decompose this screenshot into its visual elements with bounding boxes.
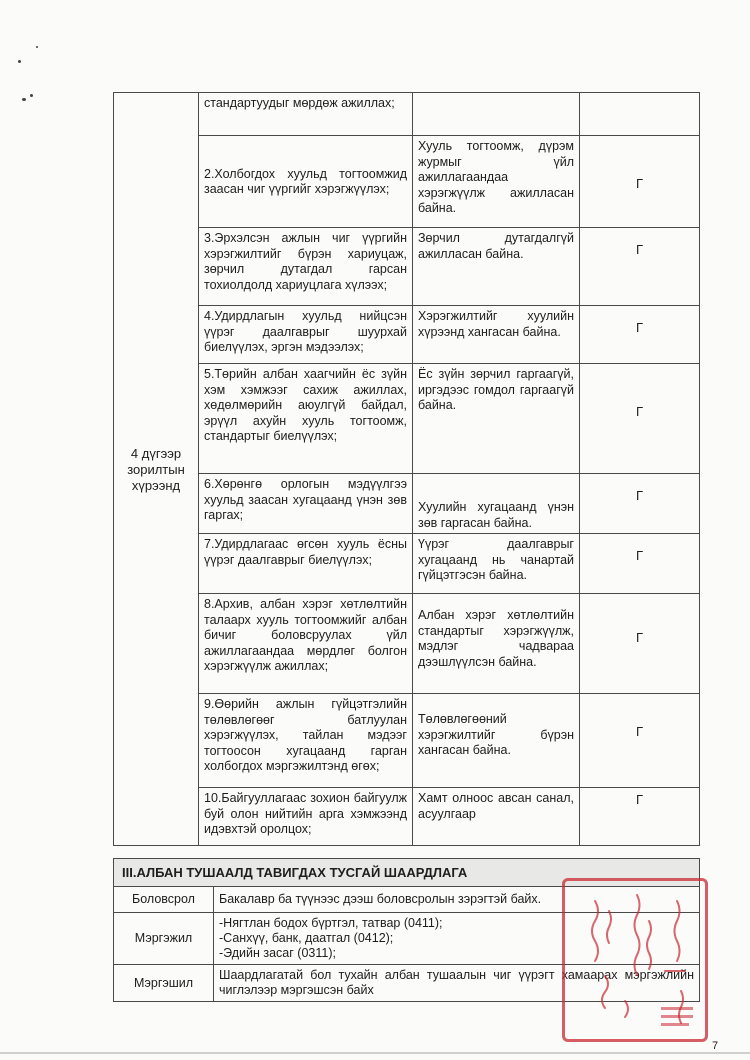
task-cell: 7.Удирдлагаас өгсөн хууль ёсны үүрэг даалгаврыг биелүүлэх; xyxy=(199,534,413,594)
requirement-label: Мэргэшил xyxy=(114,965,214,1002)
table-row xyxy=(114,694,700,788)
table-row xyxy=(114,136,700,228)
grade-cell: Г xyxy=(580,534,700,594)
task-cell: 4.Удирдлагын хуульд нийцсэн үүрэг даалгаврыг шуурхай биелүүлэх, эргэн мэдээлэх; xyxy=(199,306,413,364)
table-row xyxy=(114,534,700,594)
task-cell: 3.Эрхэлсэн ажлын чиг үүргийн хэрэгжилтийг бүрэн хариуцаж, зөрчил дутагдал гарсан тохиолдолд хариуцлага хүлээх; xyxy=(199,228,413,306)
requirement-value: Бакалавр ба түүнээс дээш боловсролын зэрэгтэй байх. xyxy=(214,887,700,913)
requirement-value: Шаардлагатай бол тухайн албан тушаалын чиг үүрэгт хамаарах мэргэжлийн чиглэлээр мэргэшсэн байх xyxy=(214,965,700,1002)
result-cell: Хуулийн хугацаанд үнэн зөв гаргасан байна. xyxy=(413,474,580,534)
result-cell: Хамт олноос авсан санал, асуулгаар xyxy=(413,788,580,846)
result-cell: Төлөвлөгөөний хэрэгжилтийг бүрэн хангасан байна. xyxy=(413,694,580,788)
section-title: III.АЛБАН ТУШААЛД ТАВИГДАХ ТУСГАЙ ШААРДЛАГА xyxy=(114,859,700,887)
result-cell: Албан хэрэг хөтлөлтийн стандартыг хэрэгжүүлж, мэдлэг чадвараа дээшлүүлсэн байна. xyxy=(413,594,580,694)
grade-cell: Г xyxy=(580,228,700,306)
scan-speck xyxy=(18,60,21,63)
task-cell: стандартуудыг мөрдөж ажиллах; xyxy=(199,93,413,136)
scan-speck xyxy=(22,98,26,101)
requirement-label: Боловсрол xyxy=(114,887,214,913)
task-cell: 2.Холбогдох хуульд тогтоомжид заасан чиг үүргийг хэрэгжүүлэх; xyxy=(199,136,413,228)
grade-cell: Г xyxy=(580,474,700,534)
task-cell: 9.Өөрийн ажлын гүйцэтгэлийн төлөвлөгөөг батлуулан хэрэгжүүлэх, тайлан мэдээг тогтоосон хугацаанд гарган холбогдох мэргэжилтэнд өгөх; xyxy=(199,694,413,788)
task-cell: 8.Архив, албан хэрэг хөтлөлтийн талаарх хууль тогтоомжийг албан бичиг боловсруулах үйл ажиллагаандаа мөрдлөг болгон хэрэгжүүлж ажиллах; xyxy=(199,594,413,694)
result-cell: Ёс зүйн зөрчил гаргаагүй, иргэдээс гомдол гаргаагүй байна. xyxy=(413,364,580,474)
grade-cell: Г xyxy=(580,594,700,694)
table-row xyxy=(114,306,700,364)
task-cell: 10.Байгууллагаас зохион байгуулж буй олон нийтийн арга хэмжээнд идэвхтэй оролцох; xyxy=(199,788,413,846)
grade-cell: Г xyxy=(580,694,700,788)
table-row xyxy=(114,594,700,694)
grade-cell: Г xyxy=(580,364,700,474)
task-cell: 5.Төрийн албан хаагчийн ёс зүйн хэм хэмжээг сахиж ажиллах, хөдөлмөрийн аюулгүй байдал, эрүүл ахуйн хууль тогтоомж, стандартыг биелүүлэх; xyxy=(199,364,413,474)
requirement-label: Мэргэжил xyxy=(114,913,214,965)
official-stamp xyxy=(562,878,708,1042)
result-cell: Зөрчил дутагдалгүй ажилласан байна. xyxy=(413,228,580,306)
result-cell: Хууль тогтоомж, дүрэм журмыг үйл ажиллагаандаа хэрэгжүүлж ажилласан байна. xyxy=(413,136,580,228)
table-row xyxy=(114,474,700,534)
table-row xyxy=(114,93,700,136)
page-number: 7 xyxy=(712,1040,719,1052)
grade-cell: Г xyxy=(580,136,700,228)
grade-cell: Г xyxy=(580,788,700,846)
goal-label: 4 дүгээр зорилтын хүрээнд xyxy=(114,93,199,846)
table-row xyxy=(114,364,700,474)
scan-speck xyxy=(36,46,38,48)
grade-cell xyxy=(580,93,700,136)
result-cell: Үүрэг даалгаврыг хугацаанд нь чанартай гүйцэтгэсэн байна. xyxy=(413,534,580,594)
scan-speck xyxy=(30,94,33,97)
table-row xyxy=(114,228,700,306)
duties-table xyxy=(113,92,700,846)
table-row xyxy=(114,788,700,846)
result-cell xyxy=(413,93,580,136)
scan-edge-line xyxy=(0,1052,750,1054)
result-cell: Хэрэгжилтийг хуулийн хүрээнд хангасан байна. xyxy=(413,306,580,364)
stamp-seal-graphic xyxy=(565,881,705,1039)
task-cell: 6.Хөрөнгө орлогын мэдүүлгээ хуульд заасан хугацаанд үнэн зөв гаргах; xyxy=(199,474,413,534)
grade-cell: Г xyxy=(580,306,700,364)
requirement-value: -Нягтлан бодох бүртгэл, татвар (0411); -Санхүү, банк, даатгал (0412); -Эдийн засаг (0311); xyxy=(214,913,700,965)
